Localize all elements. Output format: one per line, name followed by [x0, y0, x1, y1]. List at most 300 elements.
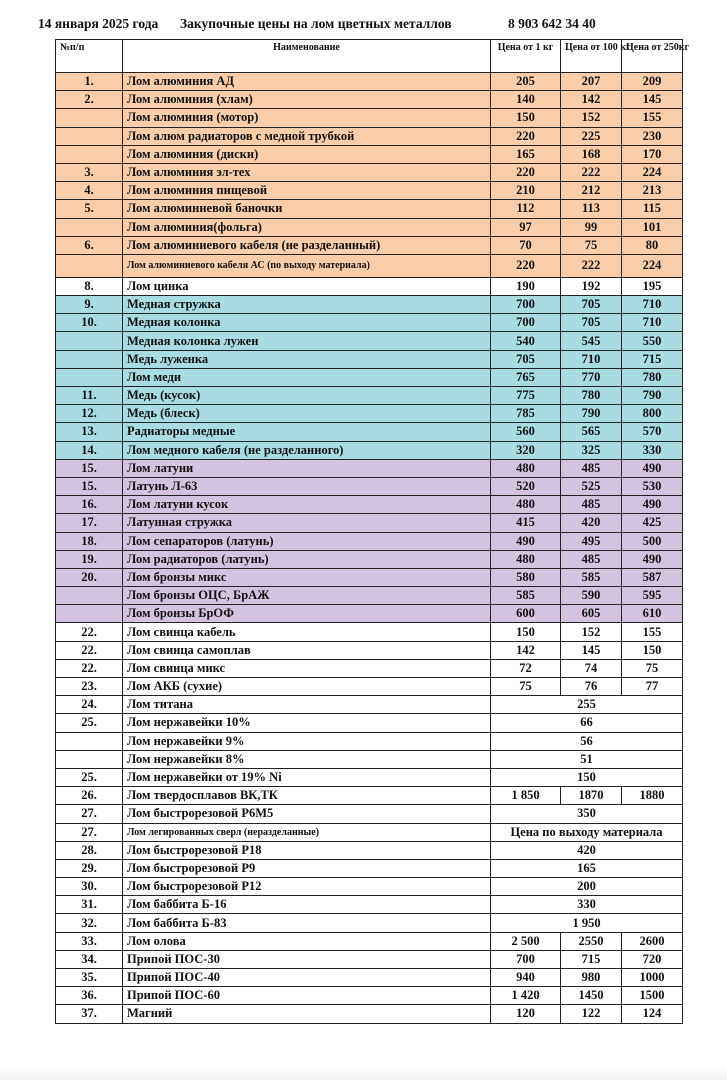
table-row	[56, 200, 683, 218]
material-name: Лом быстрорезовой Р6М5	[123, 805, 491, 823]
price-100kg: 420	[561, 514, 622, 532]
material-name: Латунная стружка	[123, 514, 491, 532]
material-name: Лом алюминия эл-тех	[123, 163, 491, 181]
table-row	[56, 859, 683, 877]
price-250kg: 195	[622, 277, 683, 295]
table-row	[56, 950, 683, 968]
price-100kg: 325	[561, 441, 622, 459]
table-row	[56, 568, 683, 586]
row-number: 32.	[56, 914, 123, 932]
price-1kg: 150	[491, 623, 561, 641]
row-number	[56, 605, 123, 623]
row-number: 22.	[56, 641, 123, 659]
price-250kg: 75	[622, 659, 683, 677]
row-number: 37.	[56, 1005, 123, 1023]
price-1kg: 765	[491, 368, 561, 386]
price-1kg: 585	[491, 587, 561, 605]
table-row	[56, 914, 683, 932]
table-row	[56, 387, 683, 405]
row-number: 34.	[56, 950, 123, 968]
table-row	[56, 109, 683, 127]
row-number: 11.	[56, 387, 123, 405]
price-250kg: 595	[622, 587, 683, 605]
table-row	[56, 532, 683, 550]
price-250kg: 790	[622, 387, 683, 405]
page-bottom-edge	[0, 1068, 727, 1080]
price-100kg: 142	[561, 91, 622, 109]
material-name: Лом бронзы ОЦС, БрАЖ	[123, 587, 491, 605]
row-number: 28.	[56, 841, 123, 859]
price-1kg: 142	[491, 641, 561, 659]
material-name: Лом нержавейки 10%	[123, 714, 491, 732]
row-number	[56, 145, 123, 163]
price-1kg: 1 420	[491, 987, 561, 1005]
table-row	[56, 787, 683, 805]
price-250kg: 224	[622, 254, 683, 277]
row-number: 1.	[56, 73, 123, 91]
table-row	[56, 514, 683, 532]
price-250kg: 490	[622, 550, 683, 568]
table-row	[56, 405, 683, 423]
material-name: Лом свинца самоплав	[123, 641, 491, 659]
table-row	[56, 459, 683, 477]
row-number: 12.	[56, 405, 123, 423]
price-100kg: 168	[561, 145, 622, 163]
row-number: 25.	[56, 714, 123, 732]
price-250kg: 145	[622, 91, 683, 109]
material-name: Лом цинка	[123, 277, 491, 295]
table-row	[56, 550, 683, 568]
price-100kg: 99	[561, 218, 622, 236]
price-100kg: 2550	[561, 932, 622, 950]
row-number: 8.	[56, 277, 123, 295]
table-row	[56, 277, 683, 295]
row-number	[56, 750, 123, 768]
table-row	[56, 182, 683, 200]
row-number: 2.	[56, 91, 123, 109]
price-250kg: 710	[622, 296, 683, 314]
table-row	[56, 969, 683, 987]
price-250kg: 115	[622, 200, 683, 218]
row-number: 22.	[56, 623, 123, 641]
table-row	[56, 623, 683, 641]
row-number: 25.	[56, 768, 123, 786]
material-name: Лом нержавейки 8%	[123, 750, 491, 768]
row-number: 3.	[56, 163, 123, 181]
material-name: Лом алюминия пищевой	[123, 182, 491, 200]
header-phone: 8 903 642 34 40	[508, 16, 596, 31]
material-name: Лом легированных сверл (неразделанные)	[123, 823, 491, 841]
table-row	[56, 696, 683, 714]
price-250kg: 209	[622, 73, 683, 91]
table-row	[56, 423, 683, 441]
material-name: Лом алюминия (мотор)	[123, 109, 491, 127]
price-1kg: 320	[491, 441, 561, 459]
price-100kg: 605	[561, 605, 622, 623]
column-header-price-250kg: Цена от 250кг	[622, 40, 683, 73]
row-number	[56, 732, 123, 750]
row-number: 13.	[56, 423, 123, 441]
material-name: Припой ПОС-40	[123, 969, 491, 987]
table-row	[56, 314, 683, 332]
price-100kg: 152	[561, 623, 622, 641]
price-100kg: 222	[561, 254, 622, 277]
price-250kg: 77	[622, 678, 683, 696]
price-1kg: 220	[491, 163, 561, 181]
material-name: Лом латуни	[123, 459, 491, 477]
material-name: Лом алюминия АД	[123, 73, 491, 91]
price-merged: 350	[491, 805, 683, 823]
price-1kg: 490	[491, 532, 561, 550]
material-name: Лом твердосплавов ВК,ТК	[123, 787, 491, 805]
price-1kg: 700	[491, 296, 561, 314]
material-name: Лом нержавейки 9%	[123, 732, 491, 750]
price-250kg: 150	[622, 641, 683, 659]
row-number: 5.	[56, 200, 123, 218]
table-row	[56, 605, 683, 623]
row-number: 14.	[56, 441, 123, 459]
price-1kg: 220	[491, 127, 561, 145]
price-100kg: 715	[561, 950, 622, 968]
price-merged: 56	[491, 732, 683, 750]
table-row	[56, 441, 683, 459]
row-number: 19.	[56, 550, 123, 568]
price-250kg: 710	[622, 314, 683, 332]
price-100kg: 222	[561, 163, 622, 181]
table-row	[56, 878, 683, 896]
price-merged: 165	[491, 859, 683, 877]
table-row	[56, 987, 683, 1005]
material-name: Лом бронзы микс	[123, 568, 491, 586]
column-header-price-1kg: Цена от 1 кг	[491, 40, 561, 73]
price-100kg: 705	[561, 314, 622, 332]
price-1kg: 520	[491, 477, 561, 495]
row-number: 6.	[56, 236, 123, 254]
price-100kg: 565	[561, 423, 622, 441]
price-1kg: 165	[491, 145, 561, 163]
row-number: 4.	[56, 182, 123, 200]
price-100kg: 980	[561, 969, 622, 987]
row-number	[56, 254, 123, 277]
price-1kg: 480	[491, 459, 561, 477]
price-1kg: 150	[491, 109, 561, 127]
price-100kg: 770	[561, 368, 622, 386]
price-merged: 66	[491, 714, 683, 732]
price-100kg: 122	[561, 1005, 622, 1023]
column-header-name: Наименование	[123, 40, 491, 73]
table-row	[56, 587, 683, 605]
price-1kg: 480	[491, 496, 561, 514]
price-1kg: 97	[491, 218, 561, 236]
price-250kg: 155	[622, 623, 683, 641]
price-1kg: 140	[491, 91, 561, 109]
price-merged: 200	[491, 878, 683, 896]
row-number: 22.	[56, 659, 123, 677]
price-1kg: 205	[491, 73, 561, 91]
material-name: Лом меди	[123, 368, 491, 386]
price-100kg: 545	[561, 332, 622, 350]
material-name: Лом баббита Б-83	[123, 914, 491, 932]
price-250kg: 720	[622, 950, 683, 968]
table-row	[56, 750, 683, 768]
price-250kg: 500	[622, 532, 683, 550]
price-250kg: 550	[622, 332, 683, 350]
price-250kg: 1500	[622, 987, 683, 1005]
price-100kg: 207	[561, 73, 622, 91]
row-number: 24.	[56, 696, 123, 714]
material-name: Припой ПОС-60	[123, 987, 491, 1005]
column-header-price-100kg: Цена от 100 кг	[561, 40, 622, 73]
header-date: 14 января 2025 года	[38, 16, 159, 31]
material-name: Лом латуни кусок	[123, 496, 491, 514]
row-number: 10.	[56, 314, 123, 332]
price-100kg: 225	[561, 127, 622, 145]
price-100kg: 790	[561, 405, 622, 423]
material-name: Медная колонка	[123, 314, 491, 332]
table-row	[56, 768, 683, 786]
table-row	[56, 841, 683, 859]
table-row	[56, 1005, 683, 1023]
price-100kg: 485	[561, 550, 622, 568]
price-250kg: 170	[622, 145, 683, 163]
table-row	[56, 641, 683, 659]
row-number	[56, 109, 123, 127]
price-250kg: 330	[622, 441, 683, 459]
material-name: Лом АКБ (сухие)	[123, 678, 491, 696]
price-250kg: 224	[622, 163, 683, 181]
table-row	[56, 932, 683, 950]
table-row	[56, 163, 683, 181]
table-row	[56, 73, 683, 91]
price-100kg: 585	[561, 568, 622, 586]
table-row	[56, 714, 683, 732]
material-name: Лом баббита Б-16	[123, 896, 491, 914]
table-header-row	[56, 40, 683, 73]
price-250kg: 1000	[622, 969, 683, 987]
price-250kg: 530	[622, 477, 683, 495]
material-name: Лом быстрорезовой Р9	[123, 859, 491, 877]
price-250kg: 490	[622, 459, 683, 477]
table-row	[56, 350, 683, 368]
price-100kg: 590	[561, 587, 622, 605]
price-100kg: 192	[561, 277, 622, 295]
row-number	[56, 368, 123, 386]
table-row	[56, 823, 683, 841]
price-100kg: 75	[561, 236, 622, 254]
price-250kg: 425	[622, 514, 683, 532]
table-row	[56, 368, 683, 386]
price-1kg: 940	[491, 969, 561, 987]
material-name: Лом радиаторов (латунь)	[123, 550, 491, 568]
price-250kg: 1880	[622, 787, 683, 805]
price-250kg: 570	[622, 423, 683, 441]
price-250kg: 213	[622, 182, 683, 200]
row-number: 23.	[56, 678, 123, 696]
row-number: 16.	[56, 496, 123, 514]
price-1kg: 705	[491, 350, 561, 368]
price-250kg: 780	[622, 368, 683, 386]
table-row	[56, 659, 683, 677]
price-merged: 330	[491, 896, 683, 914]
price-100kg: 152	[561, 109, 622, 127]
price-250kg: 101	[622, 218, 683, 236]
material-name: Латунь Л-63	[123, 477, 491, 495]
price-100kg: 76	[561, 678, 622, 696]
row-number: 36.	[56, 987, 123, 1005]
price-merged: 150	[491, 768, 683, 786]
material-name: Лом алюминиевого кабеля АС (по выходу материала)	[123, 254, 491, 277]
price-1kg: 75	[491, 678, 561, 696]
price-table-body	[56, 73, 683, 1024]
row-number: 20.	[56, 568, 123, 586]
table-row	[56, 332, 683, 350]
price-100kg: 780	[561, 387, 622, 405]
table-row	[56, 732, 683, 750]
material-name: Лом алюминия(фольга)	[123, 218, 491, 236]
price-1kg: 72	[491, 659, 561, 677]
material-name: Лом титана	[123, 696, 491, 714]
material-name: Лом свинца микс	[123, 659, 491, 677]
price-100kg: 145	[561, 641, 622, 659]
material-name: Лом олова	[123, 932, 491, 950]
material-name: Лом нержавейки от 19% Ni	[123, 768, 491, 786]
price-merged: 255	[491, 696, 683, 714]
price-table	[55, 39, 690, 1024]
material-name: Радиаторы медные	[123, 423, 491, 441]
table-row	[56, 236, 683, 254]
table-row	[56, 678, 683, 696]
material-name: Магний	[123, 1005, 491, 1023]
material-name: Медная стружка	[123, 296, 491, 314]
price-100kg: 1450	[561, 987, 622, 1005]
price-1kg: 1 850	[491, 787, 561, 805]
row-number	[56, 350, 123, 368]
column-header-num: №п/п	[56, 40, 123, 73]
row-number: 15.	[56, 477, 123, 495]
material-name: Медная колонка лужен	[123, 332, 491, 350]
price-100kg: 212	[561, 182, 622, 200]
price-250kg: 124	[622, 1005, 683, 1023]
table-row	[56, 145, 683, 163]
material-name: Лом свинца кабель	[123, 623, 491, 641]
price-250kg: 800	[622, 405, 683, 423]
price-1kg: 70	[491, 236, 561, 254]
row-number: 26.	[56, 787, 123, 805]
row-number: 31.	[56, 896, 123, 914]
row-number: 15.	[56, 459, 123, 477]
price-100kg: 1870	[561, 787, 622, 805]
row-number: 35.	[56, 969, 123, 987]
row-number	[56, 587, 123, 605]
row-number: 29.	[56, 859, 123, 877]
price-merged: 420	[491, 841, 683, 859]
price-100kg: 74	[561, 659, 622, 677]
row-number	[56, 127, 123, 145]
table-row	[56, 296, 683, 314]
material-name: Лом сепараторов (латунь)	[123, 532, 491, 550]
price-1kg: 415	[491, 514, 561, 532]
table-row	[56, 805, 683, 823]
price-250kg: 230	[622, 127, 683, 145]
row-number: 27.	[56, 805, 123, 823]
table-row	[56, 254, 683, 277]
price-1kg: 600	[491, 605, 561, 623]
price-100kg: 525	[561, 477, 622, 495]
price-1kg: 112	[491, 200, 561, 218]
price-250kg: 155	[622, 109, 683, 127]
price-1kg: 560	[491, 423, 561, 441]
table-row	[56, 896, 683, 914]
price-1kg: 120	[491, 1005, 561, 1023]
price-1kg: 785	[491, 405, 561, 423]
price-100kg: 113	[561, 200, 622, 218]
material-name: Лом алюм радиаторов с медной трубкой	[123, 127, 491, 145]
price-250kg: 715	[622, 350, 683, 368]
material-name: Лом быстрорезовой Р18	[123, 841, 491, 859]
material-name: Медь луженка	[123, 350, 491, 368]
price-merged: Цена по выходу материала	[491, 823, 683, 841]
material-name: Лом быстрорезовой Р12	[123, 878, 491, 896]
row-number: 9.	[56, 296, 123, 314]
material-name: Лом алюминия (диски)	[123, 145, 491, 163]
material-name: Медь (кусок)	[123, 387, 491, 405]
price-100kg: 705	[561, 296, 622, 314]
price-merged: 1 950	[491, 914, 683, 932]
row-number: 18.	[56, 532, 123, 550]
row-number: 17.	[56, 514, 123, 532]
material-name: Медь (блеск)	[123, 405, 491, 423]
material-name: Лом алюминиевой баночки	[123, 200, 491, 218]
material-name: Лом медного кабеля (не разделанного)	[123, 441, 491, 459]
price-250kg: 490	[622, 496, 683, 514]
table-row	[56, 496, 683, 514]
material-name: Лом алюминиевого кабеля (не разделанный)	[123, 236, 491, 254]
price-1kg: 2 500	[491, 932, 561, 950]
price-1kg: 700	[491, 950, 561, 968]
price-1kg: 540	[491, 332, 561, 350]
material-name: Лом алюминия (хлам)	[123, 91, 491, 109]
page-header	[38, 16, 698, 36]
price-1kg: 220	[491, 254, 561, 277]
table-row	[56, 91, 683, 109]
table-row	[56, 477, 683, 495]
price-250kg: 587	[622, 568, 683, 586]
row-number	[56, 332, 123, 350]
price-250kg: 610	[622, 605, 683, 623]
price-100kg: 710	[561, 350, 622, 368]
price-250kg: 80	[622, 236, 683, 254]
price-1kg: 190	[491, 277, 561, 295]
table-row	[56, 127, 683, 145]
row-number: 27.	[56, 823, 123, 841]
table-row	[56, 218, 683, 236]
price-100kg: 495	[561, 532, 622, 550]
row-number: 30.	[56, 878, 123, 896]
price-100kg: 485	[561, 459, 622, 477]
row-number: 33.	[56, 932, 123, 950]
price-1kg: 775	[491, 387, 561, 405]
header-title: Закупочные цены на лом цветных металлов	[180, 16, 452, 31]
price-250kg: 2600	[622, 932, 683, 950]
price-1kg: 580	[491, 568, 561, 586]
material-name: Припой ПОС-30	[123, 950, 491, 968]
price-1kg: 210	[491, 182, 561, 200]
price-1kg: 700	[491, 314, 561, 332]
price-100kg: 485	[561, 496, 622, 514]
price-1kg: 480	[491, 550, 561, 568]
material-name: Лом бронзы БрОФ	[123, 605, 491, 623]
price-merged: 51	[491, 750, 683, 768]
